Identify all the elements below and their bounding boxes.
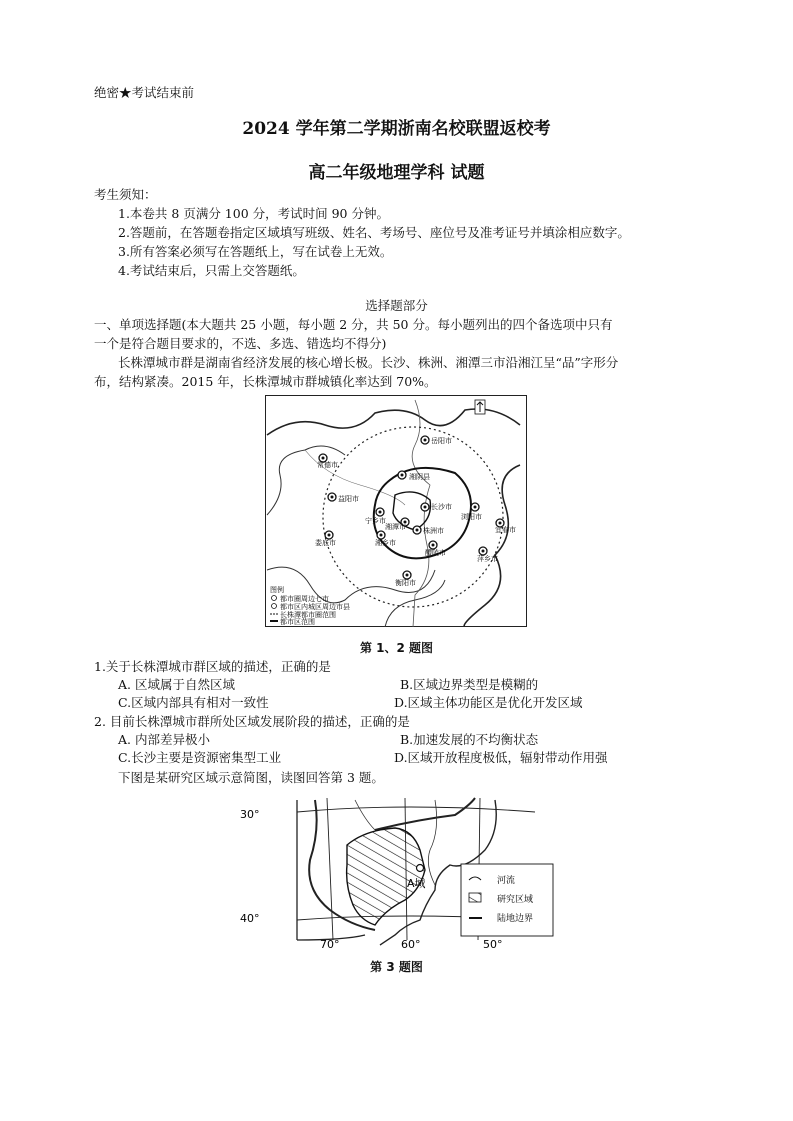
notice-item-4: 4.考试结束后，只需上交答题纸。: [118, 263, 305, 278]
study-area-map: [235, 790, 560, 978]
passage-line-1: 长株潭城市群是湖南省经济发展的核心增长极。长沙、株洲、湘潭三市沿湘江呈“品”字形分: [118, 355, 619, 370]
legend-item-3: 长株潭都市圈范围: [280, 611, 336, 619]
north-arrow-icon: [475, 400, 485, 414]
label-pingxiang: 萍乡市: [477, 555, 498, 563]
q1-stem: 1.关于长株潭城市群区域的描述，正确的是: [94, 659, 331, 674]
q3-intro: 下图是某研究区域示意简图，读图回答第 3 题。: [118, 770, 384, 785]
label-yueyang: 岳阳市: [431, 437, 452, 445]
legend-border: 陆地边界: [497, 914, 534, 924]
area-legend-icon: [469, 893, 481, 902]
lon-50-label: 50°: [483, 938, 503, 951]
q2-stem: 2. 目前长株潭城市群所处区域发展阶段的描述，正确的是: [94, 714, 410, 729]
label-changde: 常德市: [317, 461, 338, 469]
lon-70-label: 70°: [320, 938, 340, 951]
label-yichun: 宜春市: [495, 526, 516, 534]
label-yiyang: 益阳市: [338, 495, 359, 503]
q2-option-b: B.加速发展的不均衡状态: [400, 732, 539, 747]
legend-item-1: 都市圈周边七市: [280, 595, 329, 603]
label-liuyang: 浏阳市: [461, 513, 482, 521]
section-intro-line-2: 一个是符合题目要求的，不选、多选、错选均不得分): [94, 336, 387, 351]
q1-option-b: B.区域边界类型是模糊的: [400, 677, 539, 692]
label-zhuzhou: 株洲市: [423, 527, 444, 535]
label-loudi: 娄底市: [315, 539, 336, 547]
map3-caption: 第 3 题图: [370, 960, 423, 974]
exam-title: 2024 学年第二学期浙南名校联盟返校考: [242, 119, 551, 139]
q2-option-d: D.区域开放程度极低，辐射带动作用强: [394, 750, 608, 765]
lat-30-label: 30°: [240, 808, 260, 821]
lat-40-label: 40°: [240, 912, 260, 925]
notice-item-1: 1.本卷共 8 页满分 100 分，考试时间 90 分钟。: [118, 206, 389, 221]
label-xiangxiang: 湘乡市: [375, 539, 396, 547]
exam-subtitle: 高二年级地理学科 试题: [308, 163, 485, 183]
legend-title: 图例: [270, 586, 284, 594]
confidential-mark: 绝密★考试结束前: [94, 85, 195, 100]
section-heading: 选择题部分: [365, 298, 428, 313]
label-ningxiang: 宁乡市: [365, 517, 386, 525]
label-hengyang: 衡阳市: [395, 579, 416, 587]
legend-area: 研究区域: [497, 895, 534, 905]
lon-60-label: 60°: [401, 938, 421, 951]
label-changsha: 长沙市: [431, 503, 452, 511]
city-a-label: A城: [407, 877, 426, 890]
passage-line-2: 布，结构紧凑。2015 年，长株潭城市群城镇化率达到 70%。: [94, 374, 437, 389]
q1-option-d: D.区域主体功能区是优化开发区域: [394, 695, 583, 710]
q2-option-c: C.长沙主要是资源密集型工业: [118, 750, 282, 765]
section-intro-line-1: 一、单项选择题(本大题共 25 小题，每小题 2 分，共 50 分。每小题列出的四个备选项中只有: [94, 317, 613, 332]
label-xiangyin: 湘阴县: [409, 473, 430, 481]
label-liling: 醴陵市: [425, 549, 446, 557]
notice-item-2: 2.答题前，在答题卷指定区域填写班级、姓名、考场号、座位号及准考证号并填涂相应数字。: [118, 225, 630, 240]
label-xiangtan: 湘潭市: [385, 523, 406, 531]
changzhutan-map: [265, 395, 527, 627]
q1-option-a: A. 区域属于自然区域: [118, 677, 235, 692]
legend-item-2: 都市区内城区周边市县: [280, 603, 350, 611]
legend-item-4: 都市区范围: [280, 618, 315, 626]
q1-option-c: C.区域内部具有相对一致性: [118, 695, 269, 710]
map1-caption: 第 1、2 题图: [359, 641, 434, 655]
notice-item-3: 3.所有答案必须写在答题纸上，写在试卷上无效。: [118, 244, 393, 259]
q2-option-a: A. 内部差异极小: [118, 732, 210, 747]
notice-heading: 考生须知：: [94, 187, 157, 202]
legend-river: 河流: [497, 876, 516, 886]
